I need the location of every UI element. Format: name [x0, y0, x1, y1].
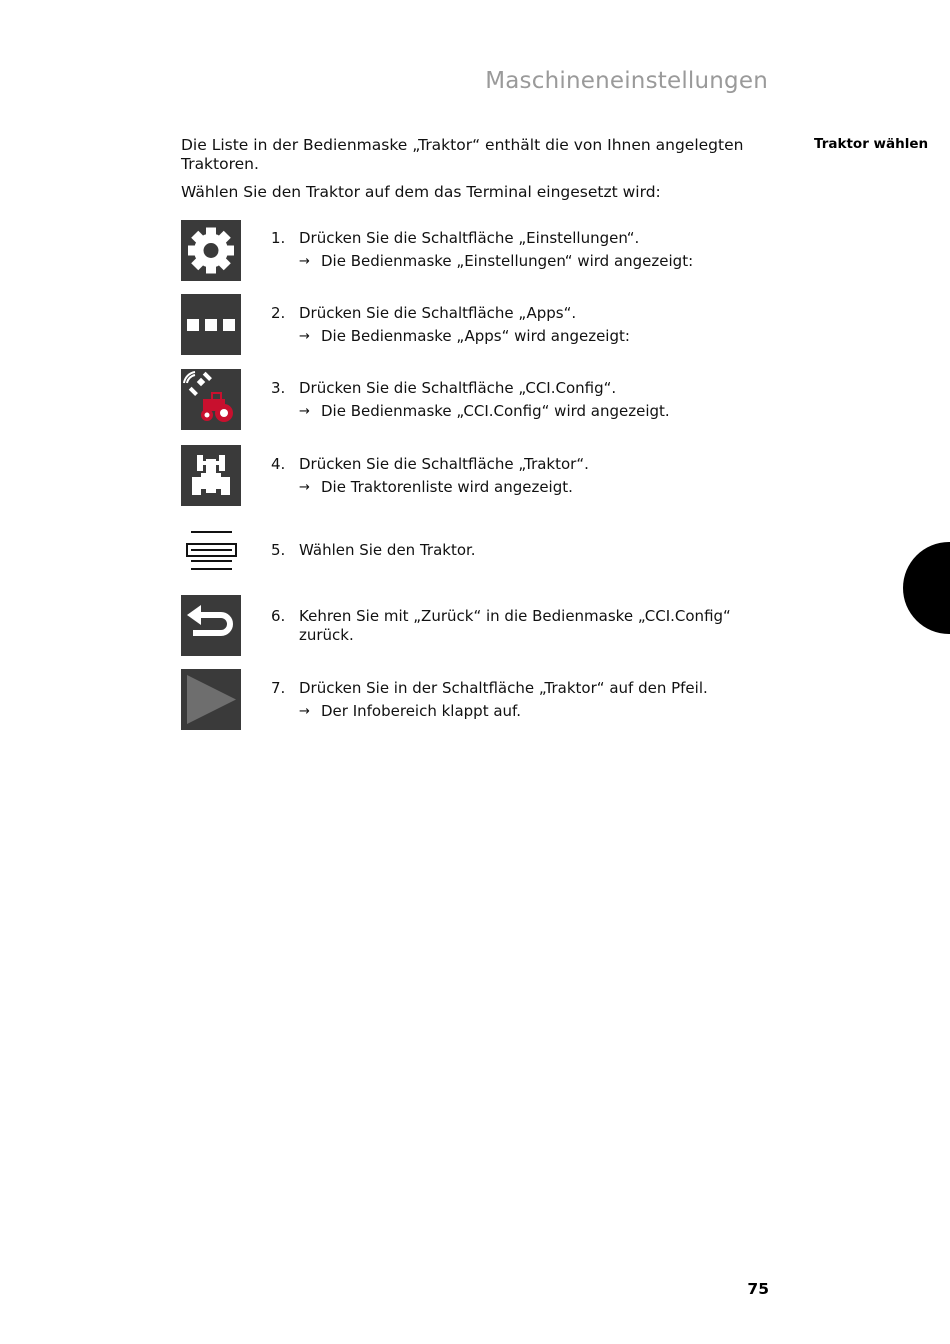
- result-arrow-icon: →: [299, 704, 310, 719]
- step-result: Die Bedienmaske „Einstellungen“ wird angezeigt:: [321, 252, 694, 270]
- step-instruction: Drücken Sie die Schaltfläche „Apps“.: [299, 304, 577, 322]
- step-instruction: Wählen Sie den Traktor.: [299, 541, 476, 559]
- step-instruction: Drücken Sie die Schaltfläche „Traktor“.: [299, 455, 589, 473]
- step-instruction: Kehren Sie mit „Zurück“ in die Bedienmaske „CCI.Config“ zurück.: [299, 607, 731, 644]
- step-4: [271, 455, 741, 497]
- step-number: 1.: [271, 229, 286, 247]
- intro-text: [181, 136, 781, 211]
- step-number: 5.: [271, 541, 286, 559]
- step-5: [271, 541, 741, 560]
- play-triangle-icon: [181, 669, 241, 730]
- back-arrow-icon: [181, 595, 241, 656]
- gear-icon: [181, 220, 241, 281]
- step-number: 7.: [271, 679, 286, 697]
- result-arrow-icon: →: [299, 329, 310, 344]
- step-instruction: Drücken Sie in der Schaltfläche „Traktor“ auf den Pfeil.: [299, 679, 708, 697]
- step-2: [271, 304, 741, 346]
- side-margin-label: Traktor wählen: [814, 136, 929, 152]
- step-number: 2.: [271, 304, 286, 322]
- step-result: Der Infobereich klappt auf.: [321, 702, 522, 720]
- step-number: 6.: [271, 607, 286, 625]
- step-result: Die Traktorenliste wird angezeigt.: [321, 478, 573, 496]
- step-number: 3.: [271, 379, 286, 397]
- page-header-title: Maschineneinstellungen: [485, 68, 768, 94]
- result-arrow-icon: →: [299, 404, 310, 419]
- step-1: [271, 229, 741, 271]
- step-3: [271, 379, 741, 421]
- step-result: Die Bedienmaske „CCI.Config“ wird angezeigt.: [321, 402, 670, 420]
- chapter-tab-marker: [903, 542, 950, 634]
- step-instruction: Drücken Sie die Schaltfläche „CCI.Config“.: [299, 379, 617, 397]
- step-result: Die Bedienmaske „Apps“ wird angezeigt:: [321, 327, 630, 345]
- step-7: [271, 679, 741, 721]
- result-arrow-icon: →: [299, 480, 310, 495]
- step-number: 4.: [271, 455, 286, 473]
- intro-paragraph-1: Die Liste in der Bedienmaske „Traktor“ enthält die von Ihnen angelegten Traktoren.: [181, 136, 744, 173]
- tractor-top-view-icon: [181, 445, 241, 506]
- step-instruction: Drücken Sie die Schaltfläche „Einstellungen“.: [299, 229, 640, 247]
- page-number: 75: [747, 1280, 769, 1298]
- apps-dots-icon: [181, 294, 241, 355]
- step-6: [271, 607, 741, 645]
- cci-config-tractor-satellite-icon: [181, 369, 241, 430]
- list-lines-icon: [181, 521, 241, 582]
- intro-paragraph-2: Wählen Sie den Traktor auf dem das Terminal eingesetzt wird:: [181, 183, 661, 201]
- result-arrow-icon: →: [299, 254, 310, 269]
